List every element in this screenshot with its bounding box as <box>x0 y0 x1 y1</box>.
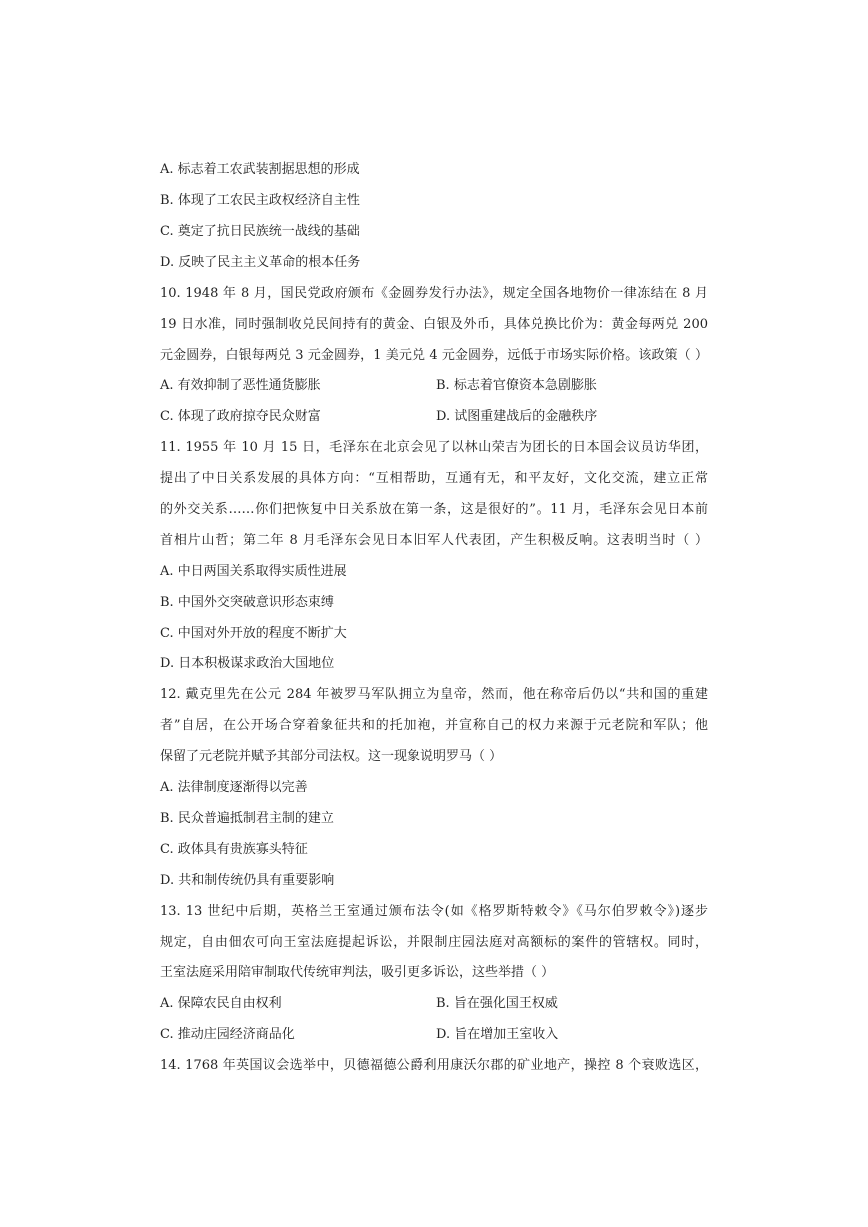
q12-stem-line-3: 保留了元老院并赋予其部分司法权。这一现象说明罗马（ ） <box>160 749 503 764</box>
q10-option-b: B. 标志着官僚资本急剧膨胀 <box>436 378 597 393</box>
q11-stem-line-1: 11. 1955 年 10 月 15 日，毛泽东在北京会见了以林山荣吉为团长的日本国会议员访华团， <box>160 440 708 455</box>
q10-option-c: C. 体现了政府掠夺民众财富 <box>160 409 321 424</box>
q11-stem-line-2: 提出了中日关系发展的具体方向：“互相帮助，互通有无，和平友好，文化交流，建立正常 <box>160 471 708 486</box>
q12-option-c: C. 政体具有贵族寡头特征 <box>160 842 308 857</box>
q12-option-d: D. 共和制传统仍具有重要影响 <box>160 873 335 888</box>
q12-option-a: A. 法律制度逐渐得以完善 <box>160 780 308 795</box>
q13-option-b: B. 旨在强化国王权威 <box>436 996 558 1011</box>
q13-stem-line-3: 王室法庭采用陪审制取代传统审判法，吸引更多诉讼，这些举措（ ） <box>160 965 555 980</box>
q13-option-a: A. 保障农民自由权利 <box>160 996 282 1011</box>
q13-stem-line-1: 13. 13 世纪中后期，英格兰王室通过颁布法令(如《格罗斯特敕令》《马尔伯罗敕令》)逐步 <box>160 904 708 919</box>
q14-stem-line-1: 14. 1768 年英国议会选举中，贝德福德公爵利用康沃尔郡的矿业地产，操控 8 个衰败选区， <box>160 1058 708 1073</box>
q11-stem-line-4: 首相片山哲；第二年 8 月毛泽东会见日本旧军人代表团，产生积极反响。这表明当时（ ） <box>160 533 708 548</box>
q13-option-c: C. 推动庄园经济商品化 <box>160 1027 295 1042</box>
q10-stem-line-3: 元金圆券，白银每两兑 3 元金圆券，1 美元兑 4 元金圆券，远低于市场实际价格。该政策（ ） <box>160 348 708 363</box>
q10-stem-line-2: 19 日水准，同时强制收兑民间持有的黄金、白银及外币，具体兑换比价为：黄金每两兑 200 <box>160 317 708 332</box>
q11-option-c: C. 中国对外开放的程度不断扩大 <box>160 626 347 641</box>
q10-stem-line-1: 10. 1948 年 8 月，国民党政府颁布《金圆券发行办法》，规定全国各地物价一律冻结在 8 月 <box>160 286 708 301</box>
q11-option-a: A. 中日两国关系取得实质性进展 <box>160 564 347 579</box>
q13-option-d: D. 旨在增加王室收入 <box>436 1027 559 1042</box>
q10-option-d: D. 试图重建战后的金融秩序 <box>436 409 598 424</box>
q13-stem-line-2: 规定，自由佃农可向王室法庭提起诉讼，并限制庄园法庭对高额标的案件的管辖权。同时， <box>160 935 708 950</box>
q10-option-a: A. 有效抑制了恶性通货膨胀 <box>160 378 321 393</box>
q11-option-b: B. 中国外交突破意识形态束缚 <box>160 595 334 610</box>
q9-option-d: D. 反映了民主主义革命的根本任务 <box>160 255 361 270</box>
q9-option-c: C. 奠定了抗日民族统一战线的基础 <box>160 224 360 239</box>
q12-option-b: B. 民众普遍抵制君主制的建立 <box>160 811 334 826</box>
q11-stem-line-3: 的外交关系……你们把恢复中日关系放在第一条，这是很好的”。11 月，毛泽东会见日本前 <box>160 502 708 517</box>
q12-stem-line-1: 12. 戴克里先在公元 284 年被罗马军队拥立为皇帝，然而，他在称帝后仍以“共和国的重建 <box>160 687 708 702</box>
q9-option-a: A. 标志着工农武装割据思想的形成 <box>160 162 360 177</box>
q9-option-b: B. 体现了工农民主政权经济自主性 <box>160 193 360 208</box>
q11-option-d: D. 日本积极谋求政治大国地位 <box>160 656 335 671</box>
q12-stem-line-2: 者”自居，在公开场合穿着象征共和的托加袍，并宣称自己的权力来源于元老院和军队；他 <box>160 718 708 733</box>
